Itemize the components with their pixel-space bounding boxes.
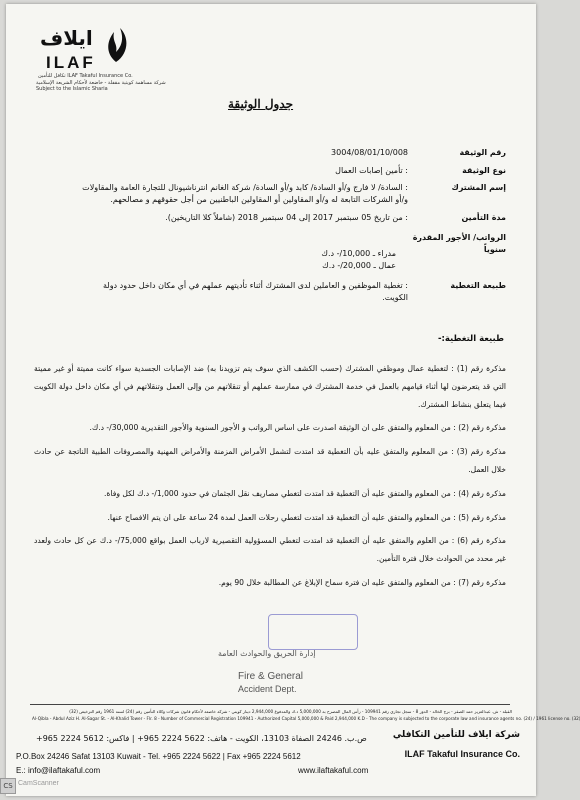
logo-subtitle: تكافل للتأمين ILAF Takaful Insurance Co. bbox=[38, 73, 133, 79]
logo-flame-icon bbox=[102, 24, 130, 64]
document-page bbox=[6, 4, 580, 796]
stamp-department-english: Fire & General bbox=[238, 671, 304, 682]
company-seal-stamp bbox=[268, 614, 358, 650]
footer-company-arabic: شركة ايلاف للتأمين التكافلي bbox=[392, 730, 520, 740]
stamp-department-english-2: Accident Dept. bbox=[238, 684, 297, 694]
value-coverage-nature: : تغطية الموظفين و العاملين لدى المشترك أثناء تأديتهم عملهم في أي مكان داخل حدود دولة الكويت. bbox=[102, 281, 408, 302]
section-heading: طبيعة التغطية:- bbox=[437, 334, 504, 344]
footer-divider bbox=[30, 704, 510, 705]
label-policy-type: نوع الوثيقة bbox=[462, 166, 506, 175]
page-title: جدول الوثيقة bbox=[228, 97, 294, 111]
note-item: مذكرة رقم (3) : من المعلوم والمتفق عليه بأن التغطية قد امتدت لتشمل الأمراض المزمنة والأمراض المهنية والمصروفات الطبية الناتجة عن حادث خلال العمل. bbox=[34, 447, 506, 474]
value-policy-type: : تأمين إصابات العمال bbox=[335, 166, 408, 175]
camscanner-watermark: CamScanner bbox=[18, 780, 59, 787]
note-item: مذكرة رقم (5) : من المعلوم والمتفق عليه أن التغطية قد امتدت لتغطي رحلات العمل لمدة 24 ساعة على ان يتم الافصاح عنها. bbox=[107, 512, 506, 522]
footer-email-link[interactable]: E.: info@ilaftakaful.com bbox=[16, 766, 101, 775]
note-item: مذكرة رقم (2) : من المعلوم والمتفق على ان الوثيقة اصدرت على اساس الرواتب و الأجور السنوية والأجور التقديرية 30,000/- د.ك. bbox=[89, 423, 506, 433]
footer-address-english: P.O.Box 24246 Safat 13103 Kuwait - Tel. +965 2224 5622 | Fax +965 2224 5612 bbox=[16, 752, 301, 761]
logo-subtitle-arabic: شركة مساهمة كويتية مقفلة - خاضعة لأحكام الشريعة الإسلامية bbox=[36, 80, 166, 86]
stamp-department-arabic: إدارة الحريق والحوادث العامة bbox=[218, 649, 316, 658]
logo-subtitle-english: Subject to the Islamic Sharia bbox=[36, 86, 108, 92]
footer-legal-english: Al-Qibla - Abdul Aziz H. Al-Sagar St. - Al-Khalid Tower - Flr. 8 - Number of Commercial Registration 109941 - Authorized Capital 5,000,000 & Paid 2,944,000 K.D - The company is subjected to the corporate law and insurance agents no. (24) / 1961 license no. (32) bbox=[32, 716, 580, 721]
footer-address-arabic: ص.ب. 24246 الصفاة 13103، الكويت - هاتف: 5622 2224 965+ | فاكس: 5612 2224 965+ bbox=[36, 734, 367, 743]
note-item: مذكرة رقم (7) : من المعلوم والمتفق عليه ان فترة سماح الإبلاغ عن المطالبة خلال 90 يوم. bbox=[218, 577, 506, 587]
note-item: مذكرة رقم (4) : من المعلوم والمتفق عليه أن التغطية قد امتدت لتغطي مصاريف نقل الجثمان في حدود 1,000/- د.ك لكل وفاة. bbox=[103, 488, 506, 498]
value-annual-wages: مدراء ـ 10,000/- د.ك عمال ـ 20,000/- د.ك bbox=[321, 249, 396, 270]
label-annual-wages: الرواتب/ الأجور المقدرة سنوياً bbox=[412, 233, 506, 254]
footer-legal-arabic: القبلة - ش. عبدالعزيز حمد الصقر - برج الخالد - الدور 8 - سجل تجاري رقم 109941 - رأس المال المصرح به 5,000,000 د.ك والمدفوع 2,944,000 دينار كويتي - شركة خاضعة لأحكام قانون شركات وكلاء التأمين رقم (24) لسنة 1961 رقم الترخيص (32) bbox=[69, 709, 512, 714]
value-insurance-period: : من تاريخ 05 سبتمبر 2017 إلى 04 سبتمبر 2018 (شاملاً كلا التاريخين). bbox=[165, 213, 408, 222]
footer-company-english: ILAF Takaful Insurance Co. bbox=[404, 749, 520, 759]
footer-website-link[interactable]: www.ilaftakaful.com bbox=[298, 766, 369, 775]
logo-arabic-text: ايلاف bbox=[40, 26, 93, 50]
coverage-notes-list bbox=[34, 360, 506, 598]
camscanner-logo-icon: CS bbox=[0, 778, 16, 794]
value-insured-name: : السادة/ لا فارج و/أو السادة/ كابد و/أو السادة/ شركة الغانم انترناشيونال للتجارة العامة والمقاولات و/أو الشركات التابعة له و/أو المقاولين أو المقاولين الباطنيين من أجل حقوقهم و مصالحهم. bbox=[82, 183, 408, 204]
note-item: مذكرة رقم (1) : لتغطية عمال وموظفي المشترك (حسب الكشف الذي سوف يتم تزويدنا به) ضد الإصابات الجسدية سواء كانت مميتة أو غير مميتة التي قد يتعرضون لها أثناء قيامهم بالعمل في خدمة المشترك في ممارسة عملهم أو تنقلاتهم من وإلى العمل وتنقلاتهم في أي مكان داخل دولة الكويت فيما يتعلق بنشاط المشترك. bbox=[34, 364, 507, 409]
value-policy-number: 3004/08/01/10/008 bbox=[331, 148, 408, 157]
label-insured-name: إسم المشترك bbox=[451, 183, 506, 192]
label-policy-number: رقم الوثيقة bbox=[459, 148, 506, 157]
label-insurance-period: مدة التأمين bbox=[461, 213, 506, 222]
note-item: مذكرة رقم (6) : من العلوم والمتفق عليه أن التغطية قد امتدت لتغطي المسؤولية التقصيرية لارباب العمل بواقع 75,000/- د.ك عن كل حادث ولعدد غير محدد من الحوادث خلال فترة التأمين. bbox=[34, 536, 506, 564]
label-coverage-nature: طبيعة التغطية bbox=[450, 281, 506, 290]
logo-english-text: ILAF bbox=[46, 53, 96, 72]
